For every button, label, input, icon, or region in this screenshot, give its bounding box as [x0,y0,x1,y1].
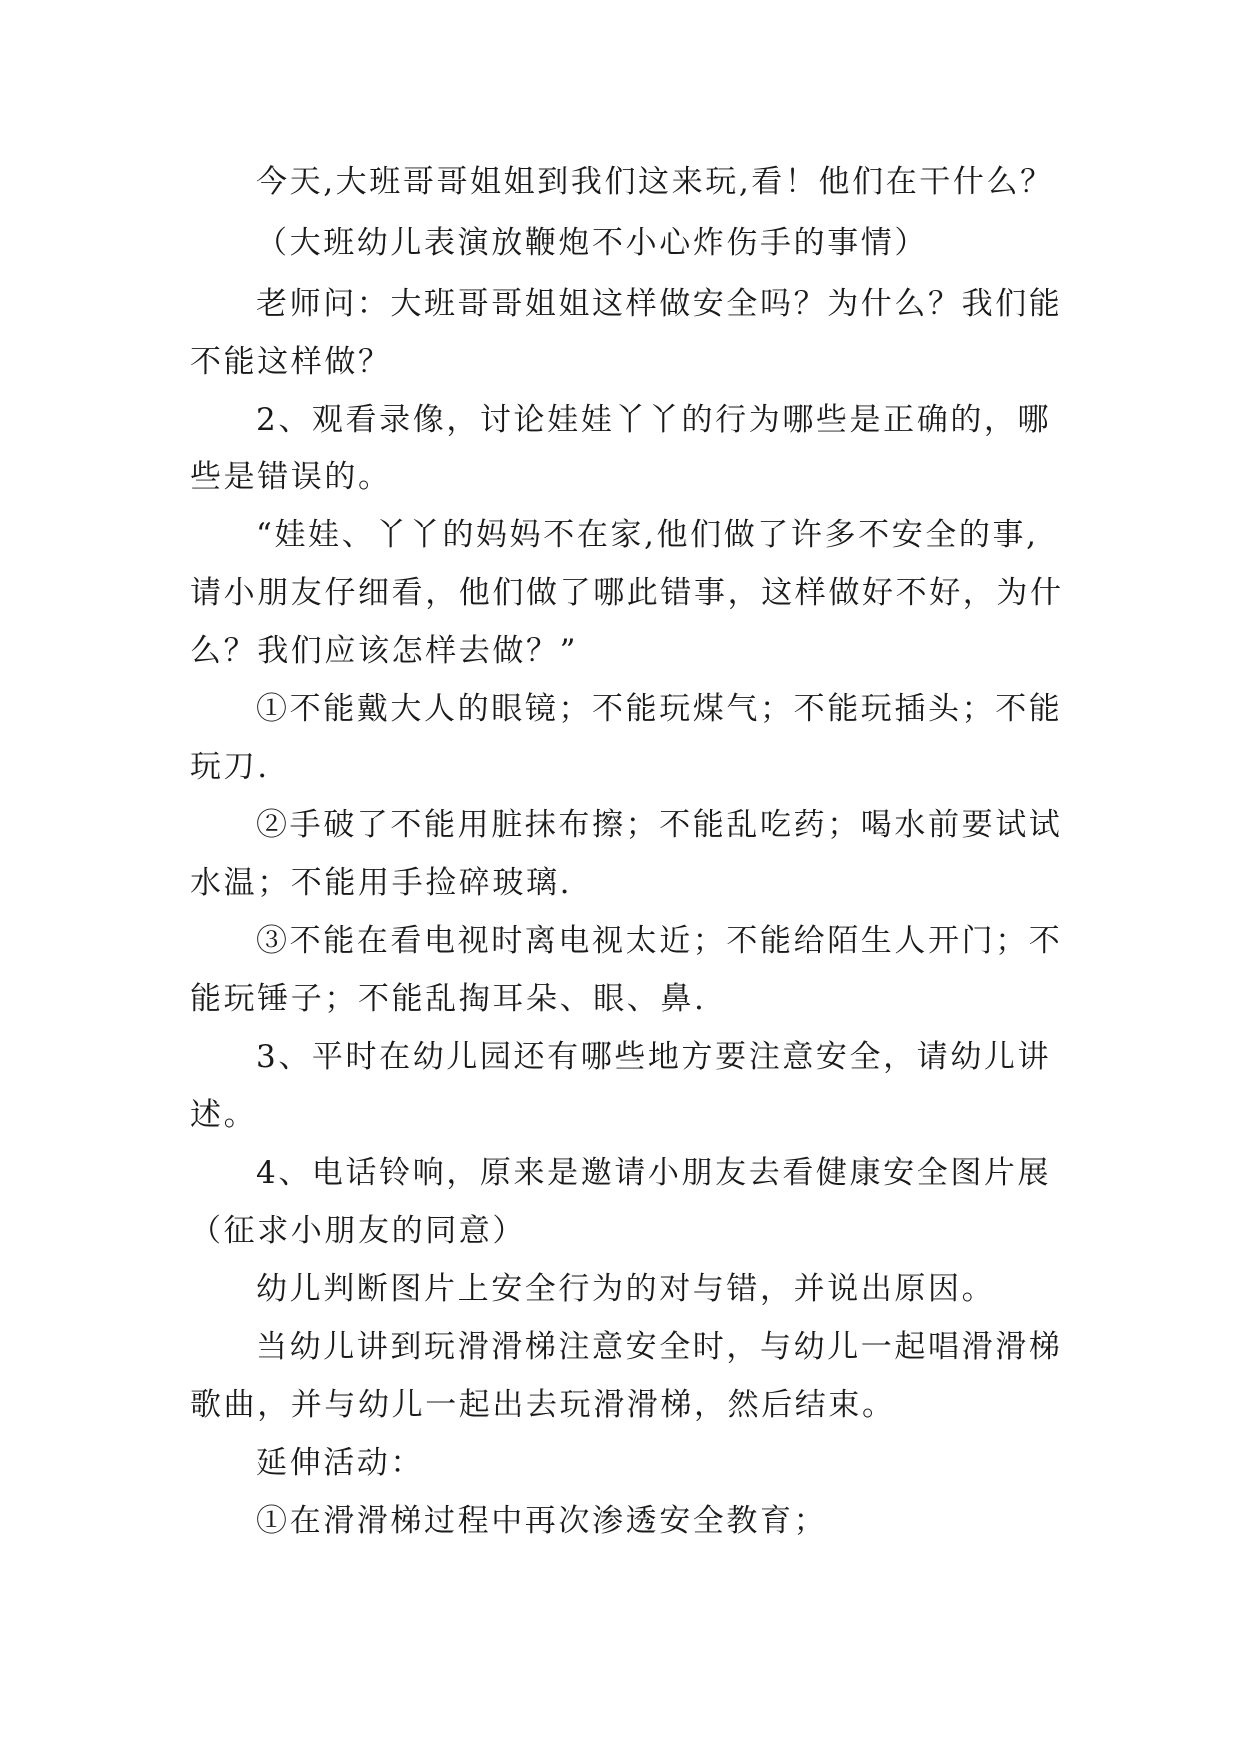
paragraph-line: 水温；不能用手捡碎玻璃. [190,865,573,901]
paragraph-line: 延伸活动： [256,1445,424,1481]
paragraph-line: 述。 [190,1097,258,1133]
paragraph-line: 幼儿判断图片上安全行为的对与错，并说出原因。 [256,1271,996,1307]
paragraph-line: 2、观看录像，讨论娃娃丫丫的行为哪些是正确的，哪 [256,402,1052,438]
paragraph-line: （大班幼儿表演放鞭炮不小心炸伤手的事情） [256,225,928,261]
paragraph-line: ①在滑滑梯过程中再次渗透安全教育； [256,1503,828,1539]
paragraph-line: “娃娃、丫丫的妈妈不在家,他们做了许多不安全的事, [256,517,1039,553]
paragraph-line: 能玩锤子；不能乱掏耳朵、眼、鼻. [190,981,707,1017]
paragraph-line: 不能这样做？ [190,344,392,380]
paragraph-line: 老师问：大班哥哥姐姐这样做安全吗？为什么？我们能 [256,286,1063,322]
paragraph-line: 歌曲，并与幼儿一起出去玩滑滑梯，然后结束。 [190,1387,896,1423]
paragraph-line: ③不能在看电视时离电视太近；不能给陌生人开门；不 [256,923,1063,959]
paragraph-line: ②手破了不能用脏抹布擦；不能乱吃药；喝水前要试试 [256,807,1063,843]
paragraph-line: 当幼儿讲到玩滑滑梯注意安全时，与幼儿一起唱滑滑梯 [256,1329,1063,1365]
paragraph-line: 请小朋友仔细看，他们做了哪此错事，这样做好不好，为什 [190,575,1064,611]
paragraph-line: 玩刀. [190,749,270,785]
paragraph-line: 些是错误的。 [190,459,392,495]
paragraph-line: ①不能戴大人的眼镜；不能玩煤气；不能玩插头；不能 [256,691,1063,727]
paragraph-line: 么？我们应该怎样去做？” [190,633,579,669]
paragraph-line: 4、电话铃响，原来是邀请小朋友去看健康安全图片展 [256,1155,1052,1191]
paragraph-line: （征求小朋友的同意） [190,1213,526,1249]
paragraph-line: 今天,大班哥哥姐姐到我们这来玩,看！他们在干什么？ [256,164,1054,200]
paragraph-line: 3、平时在幼儿园还有哪些地方要注意安全，请幼儿讲 [256,1039,1052,1075]
